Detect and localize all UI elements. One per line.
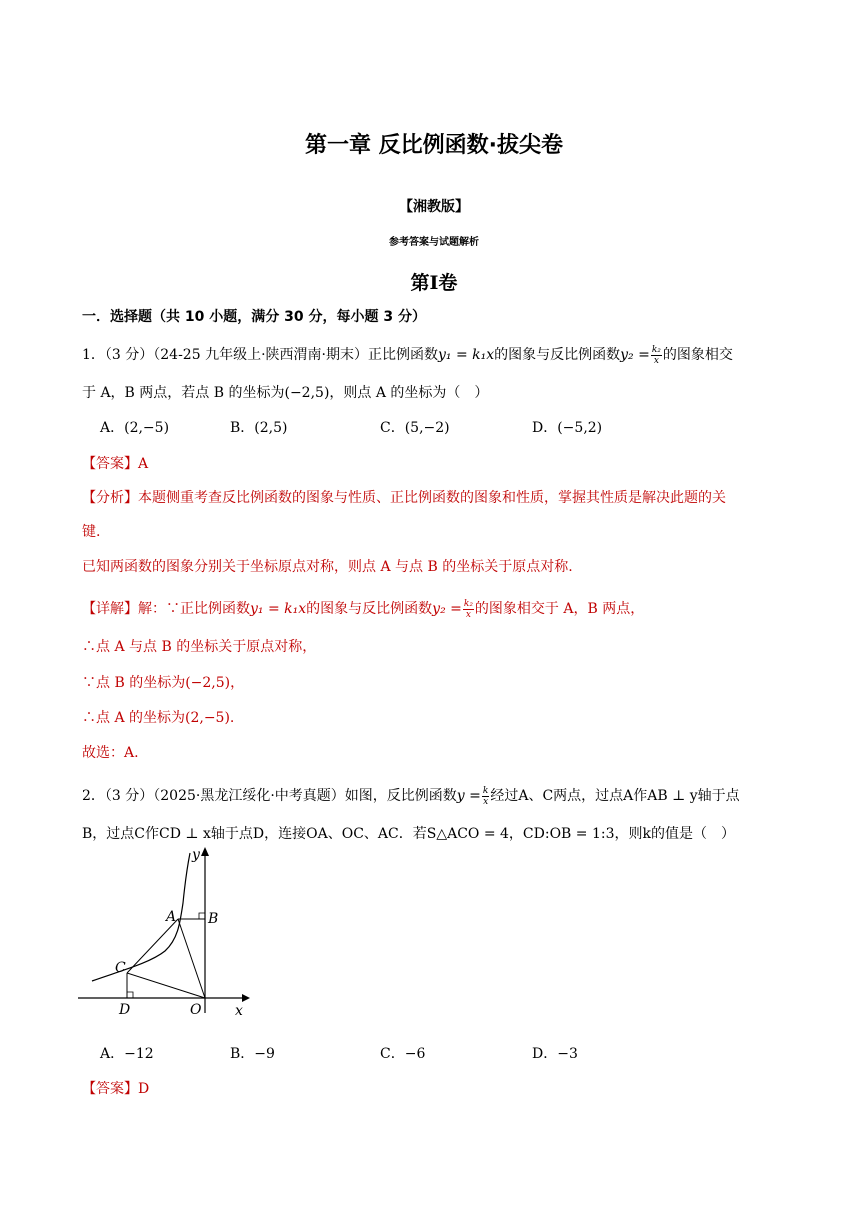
q2-option-c: C．−6 — [380, 1046, 426, 1062]
segment-oa — [178, 919, 205, 998]
edition-label: 【湘教版】 — [399, 199, 469, 215]
q1-stem-line2: 于 A，B 两点，若点 B 的坐标为(−2,5)，则点 A 的坐标为（ ） — [82, 385, 489, 401]
q1-detail-line3: ∵点 B 的坐标为(−2,5)， — [82, 675, 245, 691]
q1-detail-frac-den: x — [465, 609, 471, 620]
q1-stem-line1 — [82, 344, 733, 366]
q2-option-d: D．−3 — [532, 1046, 578, 1062]
label-y: y — [192, 847, 200, 863]
q1-analysis-line3: 已知两函数的图象分别关于坐标原点对称，则点 A 与点 B 的坐标关于原点对称. — [82, 559, 573, 575]
label-b: B — [208, 911, 219, 927]
label-a: A — [166, 909, 177, 925]
q1-detail-line2: ∴点 A 与点 B 的坐标关于原点对称， — [82, 639, 317, 655]
q1-answer: 【答案】A — [82, 456, 149, 472]
segment-oc — [127, 973, 205, 998]
page-title: 第一章 反比例函数·拔尖卷 — [304, 133, 564, 158]
q1-frac-den: x — [653, 355, 659, 366]
q2-answer: 【答案】D — [82, 1081, 150, 1097]
q1-detail-eq1: y₁ = k₁x — [250, 601, 307, 617]
q1-detail-line1 — [82, 598, 644, 620]
label-x: x — [235, 1003, 243, 1019]
q1-option-c: C．(5,−2) — [380, 420, 450, 436]
q1-prefix: 1．（3 分）（24-25 九年级上·陕西渭南·期末）正比例函数 — [82, 347, 438, 363]
q1-detail-frac-num: k₂ — [463, 598, 473, 609]
q1-suffix: 的图象相交 — [662, 347, 733, 363]
subtitle: 参考答案与试题解析 — [389, 237, 479, 248]
q1-analysis-line1: 【分析】本题侧重考查反比例函数的图象与性质、正比例函数的图象和性质，掌握其性质是解决此题的关 — [82, 490, 726, 506]
q1-mid: 的图象与反比例函数 — [494, 347, 621, 363]
q2-option-a: A．−12 — [100, 1046, 154, 1062]
q1-analysis-line2: 键. — [82, 524, 101, 540]
q1-eq1: y₁ = k₁x — [437, 347, 495, 363]
q1-option-b: B．(2,5) — [230, 420, 288, 436]
q1-detail-line4: ∴点 A 的坐标为(2,−5). — [82, 710, 235, 726]
q1-conclusion: 故选：A. — [82, 745, 139, 761]
q2-option-b: B．−9 — [230, 1046, 275, 1062]
q2-stem-line1 — [82, 785, 740, 807]
q1-detail-eq2-lhs: y₂ = — [432, 601, 462, 617]
y-axis-arrow — [201, 847, 209, 856]
q1-detail-mid: 的图象与反比例函数 — [306, 601, 433, 617]
q2-frac-num: k — [482, 785, 489, 796]
q1-detail-fraction — [463, 599, 474, 620]
q2-suffix: 经过A、C两点，过点A作AB ⊥ y轴于点 — [490, 788, 740, 804]
q2-prefix: 2．（3 分）（2025·黑龙江绥化·中考真题）如图，反比例函数 — [82, 788, 457, 804]
label-c: C — [115, 960, 126, 976]
x-axis-arrow — [242, 994, 250, 1002]
volume-heading: 第Ⅰ卷 — [410, 272, 458, 294]
q2-eq-lhs: y = — [456, 788, 481, 804]
q1-option-a: A．(2,−5) — [100, 420, 170, 436]
q1-option-d: D．(−5,2) — [532, 420, 603, 436]
q2-frac-den: x — [483, 796, 489, 807]
q1-eq2-lhs: y₂ = — [620, 347, 650, 363]
label-o: O — [190, 1002, 202, 1018]
right-angle-d — [127, 992, 133, 998]
q1-frac-num: k₂ — [651, 344, 661, 355]
right-angle-b — [199, 913, 205, 919]
section-heading: 一．选择题（共 10 小题，满分 30 分，每小题 3 分） — [82, 309, 426, 325]
q2-figure — [70, 843, 270, 1023]
q1-fraction — [651, 345, 662, 366]
q1-detail-suffix: 的图象相交于 A，B 两点， — [474, 601, 645, 617]
q1-detail-prefix: 【详解】解：∵正比例函数 — [82, 601, 250, 617]
q2-stem-line2: B，过点C作CD ⊥ x轴于点D，连接OA、OC、AC．若S△ACO = 4，CD:OB = 1:3，则k的值是（ ） — [82, 826, 735, 842]
q2-fraction — [482, 786, 489, 807]
label-d: D — [119, 1002, 131, 1018]
